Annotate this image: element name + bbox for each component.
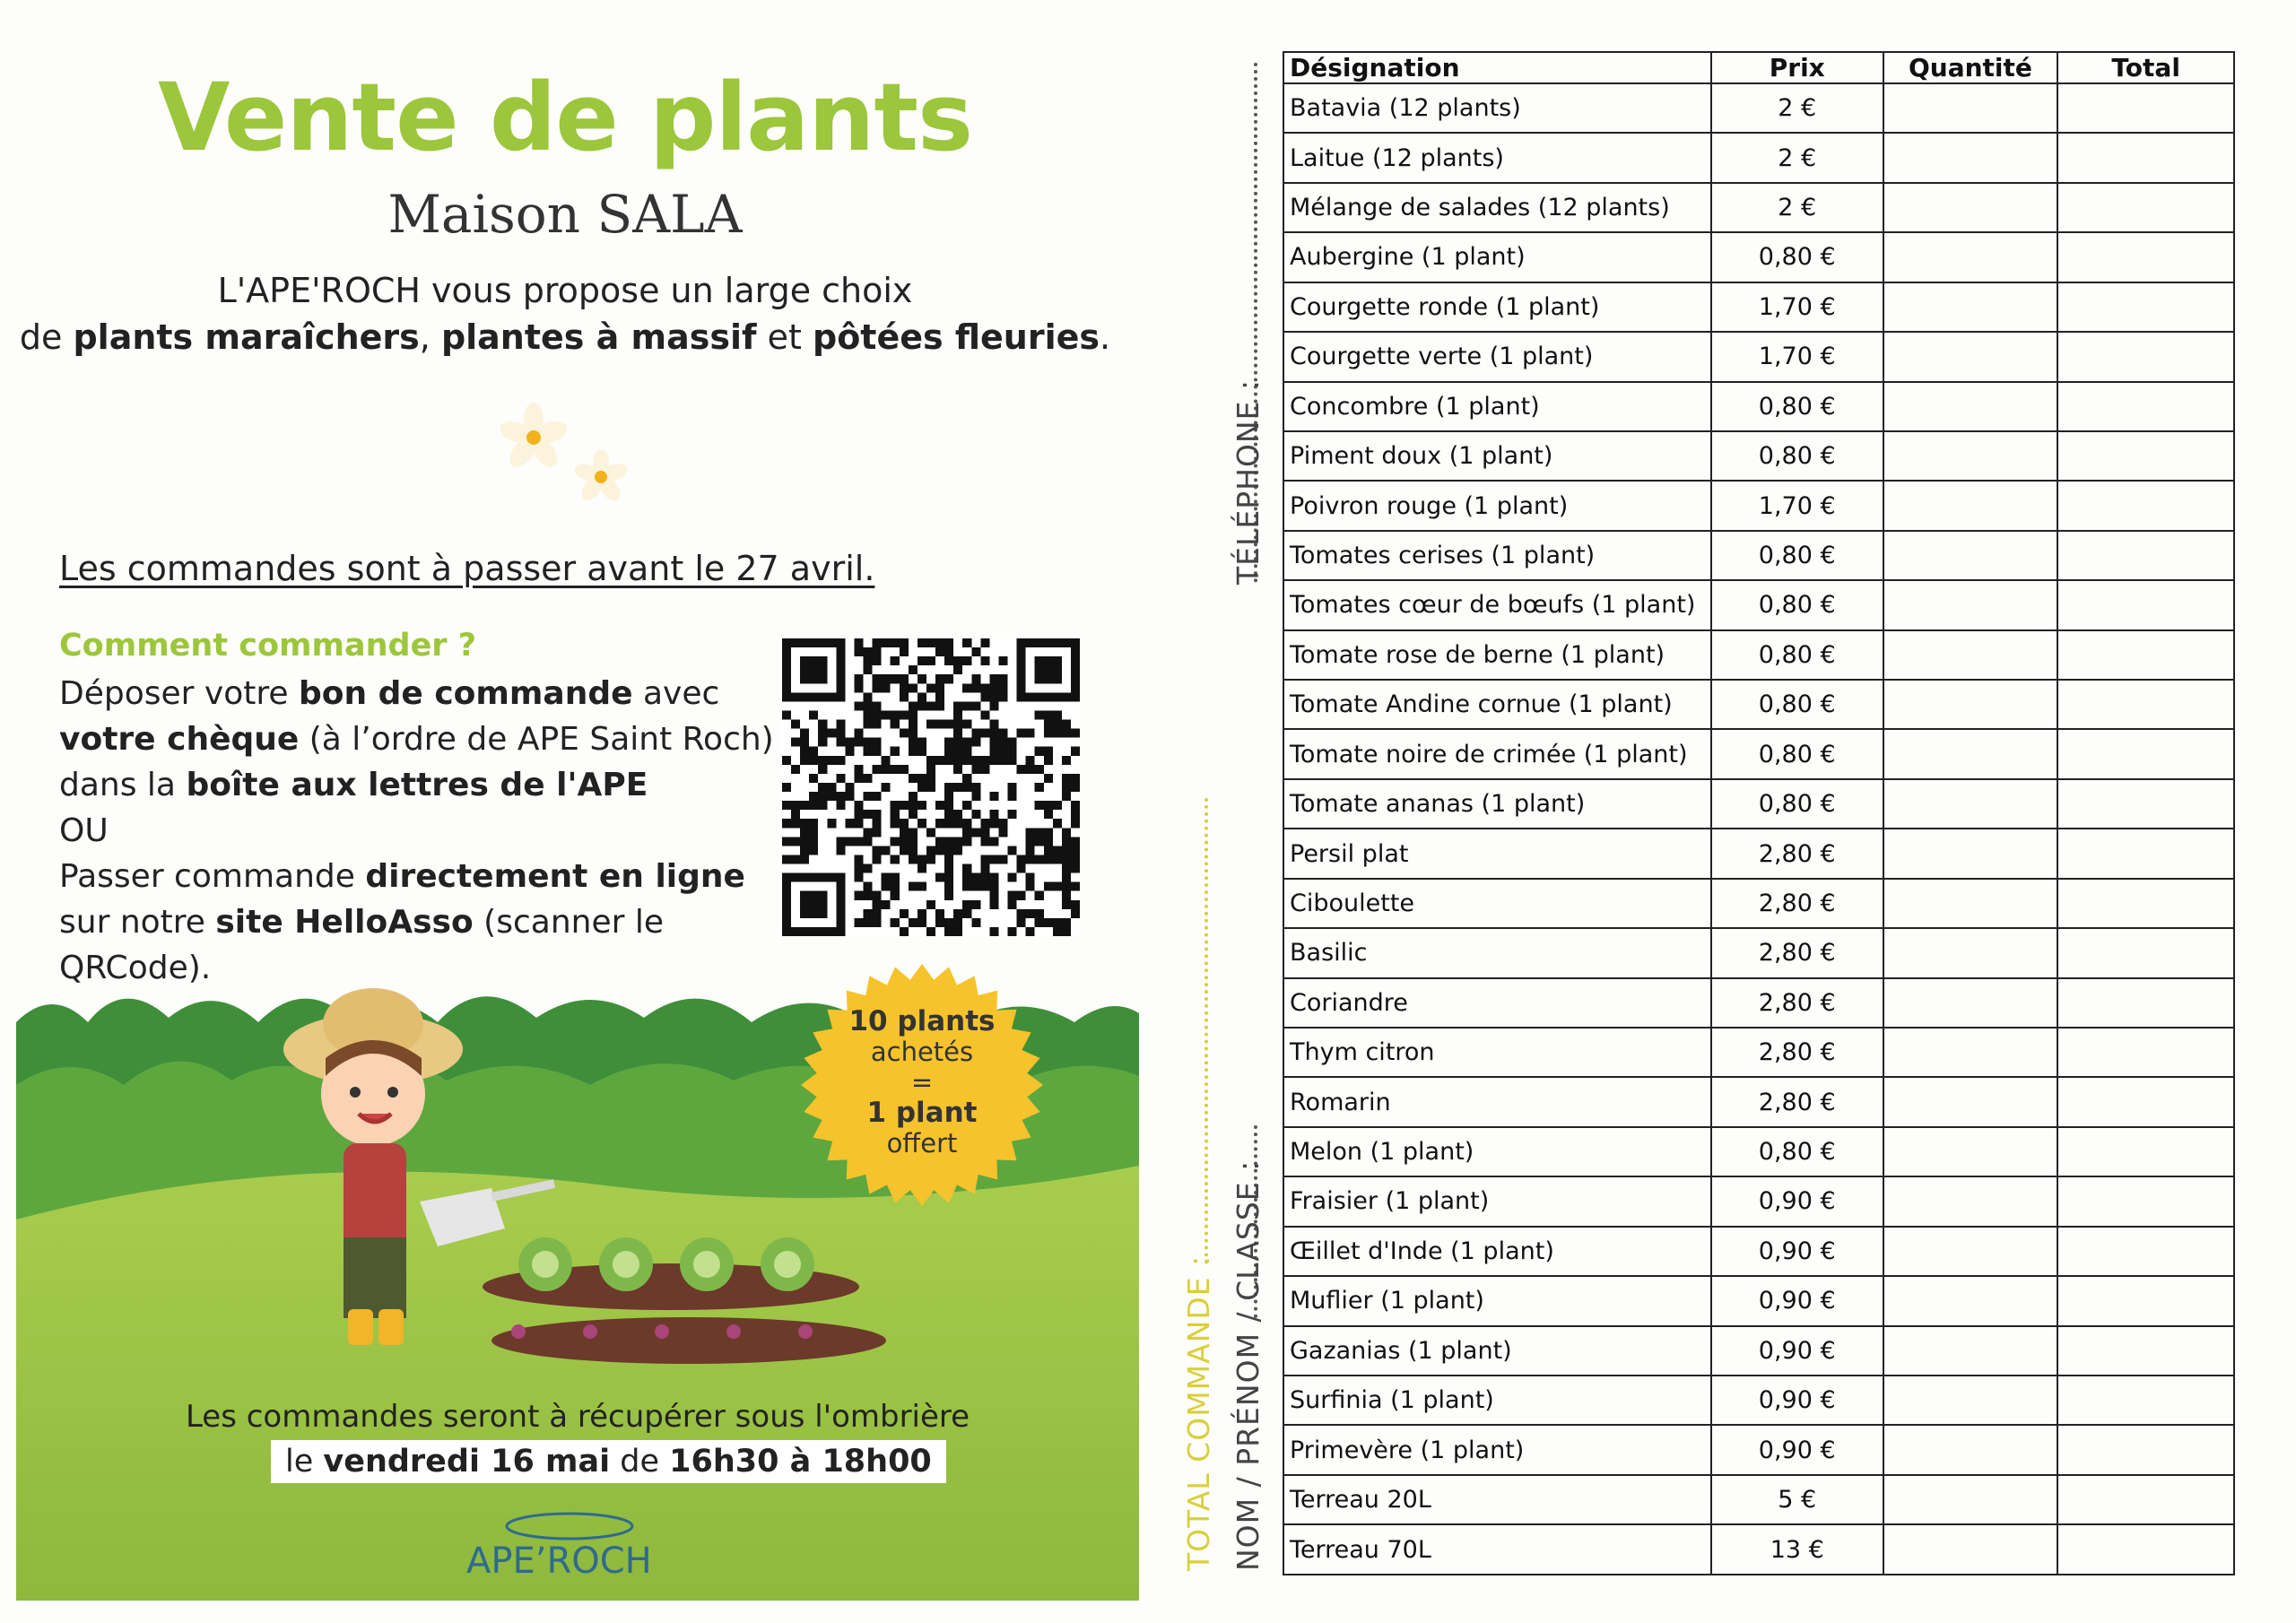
item-price: 0,90 € xyxy=(1711,1276,1883,1325)
item-name: Courgette ronde (1 plant) xyxy=(1283,282,1711,332)
table-row xyxy=(1283,1127,2234,1176)
quantity-field[interactable] xyxy=(1883,1127,2058,1176)
line-total-field[interactable] xyxy=(2057,779,2234,829)
line-total-field[interactable] xyxy=(2057,431,2234,481)
line-total-field[interactable] xyxy=(2057,580,2234,629)
header-prix: Prix xyxy=(1711,52,1883,83)
how-l1c: avec xyxy=(632,675,720,712)
line-total-field[interactable] xyxy=(2057,829,2234,878)
item-name: Gazanias (1 plant) xyxy=(1283,1326,1711,1376)
how-l6a: sur notre xyxy=(59,904,216,941)
item-price: 0,80 € xyxy=(1711,1127,1883,1176)
quantity-field[interactable] xyxy=(1883,431,2058,481)
table-row xyxy=(1283,1524,2234,1575)
pickup-le: le xyxy=(285,1444,324,1480)
table-row xyxy=(1283,978,2234,1028)
pickup-day: vendredi 16 mai xyxy=(323,1444,611,1480)
pickup-line-1: Les commandes seront à récupérer sous l'ombrière xyxy=(185,1399,970,1435)
item-name: Thym citron xyxy=(1283,1028,1711,1077)
quantity-field[interactable] xyxy=(1883,183,2058,232)
table-row xyxy=(1283,1425,2234,1474)
table-row xyxy=(1283,133,2234,182)
quantity-field[interactable] xyxy=(1883,1276,2058,1325)
item-price: 0,80 € xyxy=(1711,531,1883,580)
item-name: Terreau 20L xyxy=(1283,1475,1711,1524)
how-l2b: (à l’ordre de APE Saint Roch) xyxy=(299,721,774,758)
item-name: Poivron rouge (1 plant) xyxy=(1283,481,1711,530)
item-price: 0,80 € xyxy=(1711,779,1883,829)
badge-line-3: = xyxy=(910,1067,934,1098)
item-name: Piment doux (1 plant) xyxy=(1283,431,1711,481)
table-row xyxy=(1283,729,2234,778)
table-row xyxy=(1283,431,2234,481)
how-l3b: boîte aux lettres de l'APE xyxy=(186,767,648,803)
quantity-field[interactable] xyxy=(1883,928,2058,977)
offer-badge-text xyxy=(796,1006,1048,1159)
intro-line-1: L'APE'ROCH vous propose un large choix xyxy=(217,271,913,310)
intro-comma: , xyxy=(419,317,441,357)
item-price: 2,80 € xyxy=(1711,829,1883,878)
how-line-1 xyxy=(59,671,777,716)
table-row xyxy=(1283,1475,2234,1524)
item-price: 0,80 € xyxy=(1711,431,1883,481)
how-l1b: bon de commande xyxy=(298,675,633,712)
item-name: Tomate noire de crimée (1 plant) xyxy=(1283,729,1711,778)
item-price: 0,80 € xyxy=(1711,382,1883,431)
item-price: 0,80 € xyxy=(1711,729,1883,778)
line-total-field[interactable] xyxy=(2057,978,2234,1028)
total-dotted-line xyxy=(1205,798,1208,1264)
item-price: 0,80 € xyxy=(1711,232,1883,282)
table-row xyxy=(1283,1326,2234,1376)
intro-de: de xyxy=(19,317,74,357)
item-name: Batavia (12 plants) xyxy=(1283,83,1711,133)
item-name: Persil plat xyxy=(1283,829,1711,878)
quantity-field[interactable] xyxy=(1883,1376,2058,1425)
item-name: Ciboulette xyxy=(1283,879,1711,928)
quantity-field[interactable] xyxy=(1883,1028,2058,1077)
quantity-field[interactable] xyxy=(1883,481,2058,530)
how-line-5 xyxy=(59,854,777,899)
table-row xyxy=(1283,580,2234,629)
intro-et: et xyxy=(756,317,813,357)
table-row xyxy=(1283,928,2234,977)
quantity-field[interactable] xyxy=(1883,531,2058,580)
quantity-field[interactable] xyxy=(1883,133,2058,182)
table-row xyxy=(1283,829,2234,878)
how-to-order-text xyxy=(59,671,777,991)
line-total-field[interactable] xyxy=(2057,928,2234,977)
how-line-2 xyxy=(59,716,777,762)
item-name: Basilic xyxy=(1283,928,1711,977)
line-total-field[interactable] xyxy=(2057,1127,2234,1176)
how-l1a: Déposer votre xyxy=(59,675,299,712)
item-name: Concombre (1 plant) xyxy=(1283,382,1711,431)
how-line-4: OU xyxy=(59,812,109,849)
how-l5b: directement en ligne xyxy=(365,858,745,895)
item-price: 2 € xyxy=(1711,183,1883,232)
quantity-field[interactable] xyxy=(1883,282,2058,332)
item-price: 0,90 € xyxy=(1711,1176,1883,1226)
table-row xyxy=(1283,282,2234,332)
badge-line-2: achetés xyxy=(870,1037,974,1067)
line-total-field[interactable] xyxy=(2057,1077,2234,1126)
line-total-field[interactable] xyxy=(2057,531,2234,580)
flyer-title: Vente de plants xyxy=(158,63,972,172)
item-name: Œillet d'Inde (1 plant) xyxy=(1283,1227,1711,1276)
item-price: 1,70 € xyxy=(1711,332,1883,381)
how-line-3 xyxy=(59,762,777,808)
table-row xyxy=(1283,630,2234,680)
item-name: Primevère (1 plant) xyxy=(1283,1425,1711,1474)
line-total-field[interactable] xyxy=(2057,1326,2234,1376)
item-name: Courgette verte (1 plant) xyxy=(1283,332,1711,381)
item-name: Mélange de salades (12 plants) xyxy=(1283,183,1711,232)
item-price: 0,80 € xyxy=(1711,630,1883,680)
intro-text xyxy=(0,267,1130,360)
table-row xyxy=(1283,879,2234,928)
intro-bold-1: plants maraîchers xyxy=(73,317,420,357)
item-price: 1,70 € xyxy=(1711,282,1883,332)
quantity-field[interactable] xyxy=(1883,382,2058,431)
table-row xyxy=(1283,1077,2234,1126)
line-total-field[interactable] xyxy=(2057,1227,2234,1276)
pickup-hours: 16h30 à 18h00 xyxy=(669,1444,932,1480)
item-price: 0,90 € xyxy=(1711,1326,1883,1376)
telephone-label: TÉLÉPHONE : xyxy=(1231,378,1265,585)
table-row xyxy=(1283,83,2234,133)
quantity-field[interactable] xyxy=(1883,1524,2058,1575)
qr-code-icon[interactable] xyxy=(782,638,1080,936)
line-total-field[interactable] xyxy=(2057,630,2234,680)
quantity-field[interactable] xyxy=(1883,779,2058,829)
quantity-field[interactable] xyxy=(1883,829,2058,878)
intro-line-2 xyxy=(0,314,1130,360)
item-price: 2,80 € xyxy=(1711,1028,1883,1077)
intro-bold-3: pôtées fleuries xyxy=(813,317,1100,357)
intro-bold-2: plantes à massif xyxy=(440,317,757,357)
quantity-field[interactable] xyxy=(1883,1326,2058,1376)
badge-line-1: 10 plants xyxy=(848,1005,996,1037)
item-price: 0,80 € xyxy=(1711,680,1883,729)
item-name: Laitue (12 plants) xyxy=(1283,133,1711,182)
table-header-row xyxy=(1283,52,2234,83)
quantity-field[interactable] xyxy=(1883,83,2058,133)
quantity-field[interactable] xyxy=(1883,978,2058,1028)
item-price: 1,70 € xyxy=(1711,481,1883,530)
quantity-field[interactable] xyxy=(1883,1425,2058,1474)
item-price: 2 € xyxy=(1711,83,1883,133)
item-price: 0,90 € xyxy=(1711,1227,1883,1276)
table-row xyxy=(1283,332,2234,381)
item-name: Aubergine (1 plant) xyxy=(1283,232,1711,282)
item-price: 2,80 € xyxy=(1711,1077,1883,1126)
table-row xyxy=(1283,232,2234,282)
item-name: Coriandre xyxy=(1283,978,1711,1028)
table-row xyxy=(1283,183,2234,232)
ape-roch-logo: APE’ROCH xyxy=(466,1541,652,1582)
table-row xyxy=(1283,382,2234,431)
quantity-field[interactable] xyxy=(1883,729,2058,778)
line-total-field[interactable] xyxy=(2057,1524,2234,1575)
badge-line-5: offert xyxy=(886,1128,958,1159)
item-price: 5 € xyxy=(1711,1475,1883,1524)
line-total-field[interactable] xyxy=(2057,481,2234,530)
quantity-field[interactable] xyxy=(1883,332,2058,381)
line-total-field[interactable] xyxy=(2057,183,2234,232)
header-designation: Désignation xyxy=(1283,52,1711,83)
item-name: Tomate ananas (1 plant) xyxy=(1283,779,1711,829)
order-table xyxy=(1283,51,2235,1575)
line-total-field[interactable] xyxy=(2057,232,2234,282)
line-total-field[interactable] xyxy=(2057,1028,2234,1077)
item-name: Romarin xyxy=(1283,1077,1711,1126)
line-total-field[interactable] xyxy=(2057,879,2234,928)
line-total-field[interactable] xyxy=(2057,1276,2234,1325)
item-name: Melon (1 plant) xyxy=(1283,1127,1711,1176)
line-total-field[interactable] xyxy=(2057,282,2234,332)
item-name: Terreau 70L xyxy=(1283,1524,1711,1575)
line-total-field[interactable] xyxy=(2057,133,2234,182)
line-total-field[interactable] xyxy=(2057,382,2234,431)
item-price: 2,80 € xyxy=(1711,978,1883,1028)
quantity-field[interactable] xyxy=(1883,680,2058,729)
nom-prenom-classe-label: NOM / PRÉNOM / CLASSE : xyxy=(1231,1159,1265,1571)
header-total: Total xyxy=(2057,52,2234,83)
item-price: 2,80 € xyxy=(1711,928,1883,977)
line-total-field[interactable] xyxy=(2057,1475,2234,1524)
item-price: 0,90 € xyxy=(1711,1376,1883,1425)
how-l2a: votre chèque xyxy=(59,721,300,758)
how-to-order-title: Comment commander ? xyxy=(59,628,477,664)
flowers-icon xyxy=(489,395,650,520)
intro-dot: . xyxy=(1100,317,1111,357)
quantity-field[interactable] xyxy=(1883,580,2058,629)
table-row xyxy=(1283,481,2234,530)
quantity-field[interactable] xyxy=(1883,1176,2058,1226)
table-row xyxy=(1283,680,2234,729)
line-total-field[interactable] xyxy=(2057,1376,2234,1425)
quantity-field[interactable] xyxy=(1883,232,2058,282)
item-price: 13 € xyxy=(1711,1524,1883,1575)
item-name: Muflier (1 plant) xyxy=(1283,1276,1711,1325)
line-total-field[interactable] xyxy=(2057,729,2234,778)
item-name: Tomate Andine cornue (1 plant) xyxy=(1283,680,1711,729)
total-commande-label: TOTAL COMMANDE : xyxy=(1181,1254,1216,1571)
table-row xyxy=(1283,1176,2234,1226)
line-total-field[interactable] xyxy=(2057,83,2234,133)
item-price: 0,80 € xyxy=(1711,580,1883,629)
table-row xyxy=(1283,779,2234,829)
line-total-field[interactable] xyxy=(2057,680,2234,729)
badge-line-4: 1 plant xyxy=(866,1097,978,1129)
table-row xyxy=(1283,531,2234,580)
pickup-de: de xyxy=(610,1444,670,1480)
item-name: Surfinia (1 plant) xyxy=(1283,1376,1711,1425)
table-row xyxy=(1283,1227,2234,1276)
table-row xyxy=(1283,1276,2234,1325)
quantity-field[interactable] xyxy=(1883,879,2058,928)
table-row xyxy=(1283,1028,2234,1077)
quantity-field[interactable] xyxy=(1883,1077,2058,1126)
logo-swirl-icon xyxy=(498,1506,641,1542)
item-price: 2 € xyxy=(1711,133,1883,182)
quantity-field[interactable] xyxy=(1883,1227,2058,1276)
pickup-line-2 xyxy=(271,1440,946,1483)
line-total-field[interactable] xyxy=(2057,1176,2234,1226)
line-total-field[interactable] xyxy=(2057,1425,2234,1474)
item-price: 0,90 € xyxy=(1711,1425,1883,1474)
flyer-subtitle: Maison SALA xyxy=(387,184,743,245)
order-deadline: Les commandes sont à passer avant le 27 avril. xyxy=(59,549,875,588)
item-price: 2,80 € xyxy=(1711,879,1883,928)
item-name: Tomate rose de berne (1 plant) xyxy=(1283,630,1711,680)
quantity-field[interactable] xyxy=(1883,630,2058,680)
item-name: Fraisier (1 plant) xyxy=(1283,1176,1711,1226)
how-l3a: dans la xyxy=(59,767,187,803)
how-l5a: Passer commande xyxy=(59,858,366,895)
item-name: Tomates cerises (1 plant) xyxy=(1283,531,1711,580)
item-name: Tomates cœur de bœufs (1 plant) xyxy=(1283,580,1711,629)
how-l6c: (scanner le QRCode). xyxy=(59,904,664,986)
quantity-field[interactable] xyxy=(1883,1475,2058,1524)
how-l6b: site HelloAsso xyxy=(215,904,474,941)
line-total-field[interactable] xyxy=(2057,332,2234,381)
table-row xyxy=(1283,1376,2234,1425)
header-quantite: Quantité xyxy=(1883,52,2058,83)
